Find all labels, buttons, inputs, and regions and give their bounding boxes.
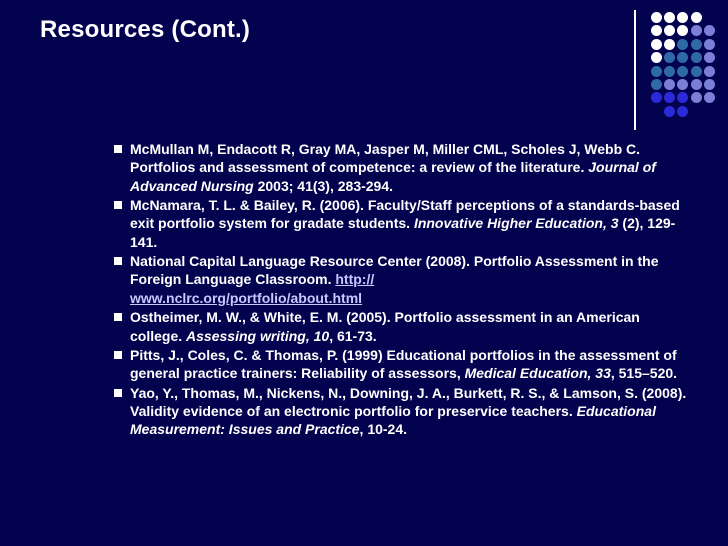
- reference-list-container: [114, 140, 694, 440]
- square-bullet-icon: [114, 313, 122, 321]
- reference-journal: Educational Measurement: Issues and Practice: [130, 403, 656, 438]
- reference-link[interactable]: http://: [335, 271, 375, 288]
- reference-journal: Assessing writing, 10: [186, 327, 330, 344]
- square-bullet-icon: [114, 145, 122, 153]
- reference-details: , 10-24.: [359, 421, 408, 438]
- decorative-dot: [664, 66, 675, 77]
- decorative-dot: [691, 12, 702, 23]
- reference-text: McMullan M, Endacott R, Gray MA, Jasper M, Miller CML, Scholes J, Webb C. Portfolios and assessment of competence: a review of the literature.: [130, 141, 641, 176]
- decorative-dot: [677, 92, 688, 103]
- decorative-dot: [677, 79, 688, 90]
- decorative-dot: [651, 92, 662, 103]
- reference-journal: Journal of Advanced Nursing: [130, 159, 656, 194]
- reference-details: , 515–520.: [610, 365, 678, 382]
- decorative-dot: [677, 66, 688, 77]
- decorative-dot: [651, 52, 662, 63]
- decorative-dot: [677, 52, 688, 63]
- decorative-dot: [677, 39, 688, 50]
- reference-text: McNamara, T. L. & Bailey, R. (2006). Faculty/Staff perceptions of a standards-based exit portfolio system for gradate students.: [130, 197, 680, 232]
- reference-text: National Capital Language Resource Center (2008). Portfolio Assessment in the Foreign Language Classroom.: [130, 253, 659, 288]
- slide-title: Resources (Cont.): [40, 16, 251, 43]
- reference-journal: Medical Education, 33: [464, 365, 611, 382]
- reference-journal: Innovative Higher Education, 3: [413, 215, 619, 232]
- reference-details: (2), 129-141.: [130, 215, 676, 250]
- reference-text: Pitts, J., Coles, C. & Thomas, P. (1999) Educational portfolios in the assessment of general practice trainers: Reliability of assessors,: [130, 347, 677, 382]
- decorative-dot: [691, 66, 702, 77]
- square-bullet-icon: [114, 351, 122, 359]
- reference-item-2: [114, 196, 694, 251]
- reference-item-1: [114, 140, 694, 195]
- reference-item-6: [114, 384, 694, 439]
- decorative-dot: [664, 12, 675, 23]
- decorative-dot: [704, 92, 715, 103]
- reference-details: , 61-73.: [329, 327, 377, 344]
- reference-item-5: [114, 346, 694, 383]
- reference-list: [114, 140, 694, 439]
- square-bullet-icon: [114, 389, 122, 397]
- decorative-dot: [691, 79, 702, 90]
- decorative-dot: [704, 25, 715, 36]
- decorative-dot: [664, 52, 675, 63]
- decorative-dot: [704, 66, 715, 77]
- decorative-dot: [691, 52, 702, 63]
- decorative-dot: [691, 25, 702, 36]
- decorative-dot: [651, 66, 662, 77]
- decorative-dot: [651, 12, 662, 23]
- decorative-dot: [664, 79, 675, 90]
- decorative-dot: [664, 106, 675, 117]
- reference-text: Ostheimer, M. W., & White, E. M. (2005). Portfolio assessment in an American college.: [130, 309, 640, 344]
- decorative-dot: [651, 79, 662, 90]
- decorative-dot: [704, 79, 715, 90]
- decorative-dot: [704, 39, 715, 50]
- decorative-dot: [664, 25, 675, 36]
- decorative-dot: [677, 12, 688, 23]
- decorative-dot: [651, 39, 662, 50]
- reference-item-3: [114, 252, 694, 307]
- decorative-dot-grid: [0, 0, 728, 140]
- decorative-dot: [691, 39, 702, 50]
- square-bullet-icon: [114, 201, 122, 209]
- decorative-dot: [664, 92, 675, 103]
- decorative-dot: [664, 39, 675, 50]
- decorative-dot: [677, 25, 688, 36]
- decorative-dot: [704, 52, 715, 63]
- decorative-dot: [677, 106, 688, 117]
- decorative-dot: [651, 25, 662, 36]
- decorative-dot: [691, 92, 702, 103]
- square-bullet-icon: [114, 257, 122, 265]
- reference-link-continued[interactable]: www.nclrc.org/portfolio/about.html: [130, 289, 363, 306]
- reference-text: Yao, Y., Thomas, M., Nickens, N., Downing, J. A., Burkett, R. S., & Lamson, S. (2008). Validity evidence of an electronic portfolio for preservice teachers.: [130, 384, 687, 420]
- reference-item-4: [114, 308, 694, 345]
- reference-details: 2003; 41(3), 283-294.: [253, 177, 394, 194]
